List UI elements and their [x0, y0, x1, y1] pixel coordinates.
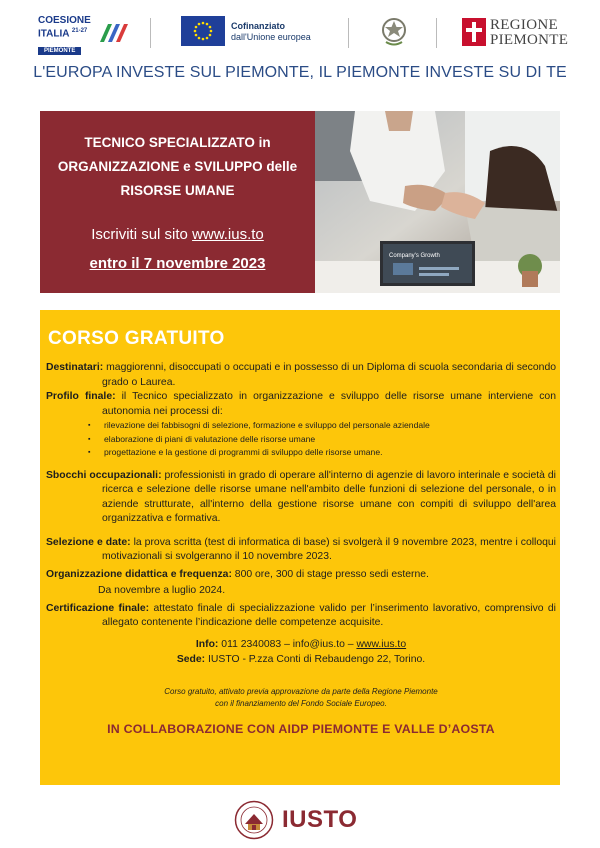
destinatari-paragraph: Destinatari: maggiorenni, disoccupati o occupati e in possesso di un Diploma di scuola secondaria di secondo grado o Laurea. [46, 362, 556, 388]
italian-republic-emblem-icon [380, 14, 408, 48]
eu-cofinanced-logo [181, 16, 331, 50]
header-logos [38, 14, 569, 55]
list-item: ▪ elaborazione di piani di valutazione delle risorse umane [104, 433, 556, 447]
coesione-line1: COESIONE [38, 15, 91, 26]
contact-info [46, 637, 556, 667]
coesione-tag: PIEMONTE [38, 47, 81, 55]
profilo-paragraph: Profilo finale: il Tecnico specializzato in organizzazione e sviluppo delle risorse umane interviene con autonomia nei processi di: [46, 391, 556, 417]
divider [348, 18, 349, 48]
subscribe-line: Iscriviti sul sito www.ius.to [91, 226, 264, 243]
divider [436, 18, 437, 48]
coesione-italia-logo [38, 15, 130, 55]
deadline: entro il 7 novembre 2023 [89, 255, 266, 272]
regione-piemonte-logo [462, 16, 569, 50]
sede-line: Sede: IUSTO - P.zza Conti di Rebaudengo 22, Torino. [176, 653, 426, 665]
hero-text-panel [40, 111, 315, 293]
website-link[interactable]: www.ius.to [192, 226, 264, 243]
list-item: ▪ rilevazione dei fabbisogni di selezione, formazione e sviluppo del personale aziendale [104, 419, 556, 433]
iusto-seal-icon [234, 800, 274, 840]
iusto-wordmark: IUSTO [282, 806, 358, 833]
organizzazione-paragraph: Organizzazione didattica e frequenza: 800 ore, 300 di stage presso sedi esterne. [46, 568, 429, 580]
sbocchi-paragraph: Sbocchi occupazionali: professionisti in grado di operare all'interno di agenzie di lavoro interinale e società di ricerca e selezione delle risorse umane nell'ambito delle funzioni di selezione del personale, o in aziende strutturate, all'interno della gestione risorse umane con compiti di sviluppo dell'area organizzativa e formativa. [46, 469, 556, 524]
hero-banner [40, 111, 560, 293]
slogan: L'EUROPA INVESTE SUL PIEMONTE, IL PIEMONTE INVESTE SU DI TE [33, 64, 567, 81]
course-body [46, 361, 556, 736]
regione-piemonte-text: REGIONE PIEMONTE [490, 17, 569, 48]
certificazione-paragraph: Certificazione finale: attestato finale di specializzazione valido per l’inserimento lavorativo, comprensivo di allegato contenente l’indicazione delle competenze acquisite. [46, 602, 556, 628]
laptop-screen-text: Company's Growth [389, 253, 440, 259]
funding-note: Corso gratuito, attivato previa approvazione da parte della Regione Piemonte con il finanziamento del Fondo Sociale Europeo. [164, 686, 438, 708]
collaboration-banner: IN COLLABORAZIONE CON AIDP PIEMONTE E VALLE D’AOSTA [107, 721, 495, 736]
info-line: Info: 011 2340083 – info@ius.to – www.ius.to [195, 638, 407, 650]
selezione-paragraph: Selezione e date: la prova scritta (test di informatica di base) si svolgerà il 9 novembre 2023, mentre i colloqui motivazionali si svolgeranno il 10 novembre 2023. [46, 536, 556, 562]
handshake-photo [315, 111, 560, 293]
divider [150, 18, 151, 48]
list-item: ▪ progettazione e la gestione di programmi di sviluppo delle risorse umane. [104, 446, 556, 460]
piemonte-shield-icon [462, 18, 486, 46]
eu-flag-icon [181, 16, 225, 46]
coesione-mark-icon [98, 18, 128, 44]
course-title: TECNICO SPECIALIZZATO in ORGANIZZAZIONE e SVILUPPO delle RISORSE UMANE [57, 135, 298, 198]
course-details-box [40, 310, 560, 785]
eu-text: Cofinanziato dall'Unione europea [231, 21, 311, 42]
organizzazione-period: Da novembre a luglio 2024. [98, 585, 226, 596]
info-website-link[interactable]: www.ius.to [356, 638, 407, 650]
profilo-bullet-list [46, 419, 556, 460]
iusto-logo [234, 800, 374, 840]
coesione-line2: ITALIA $^{21-27}$ [38, 28, 88, 40]
course-heading: CORSO GRATUITO [48, 328, 225, 349]
